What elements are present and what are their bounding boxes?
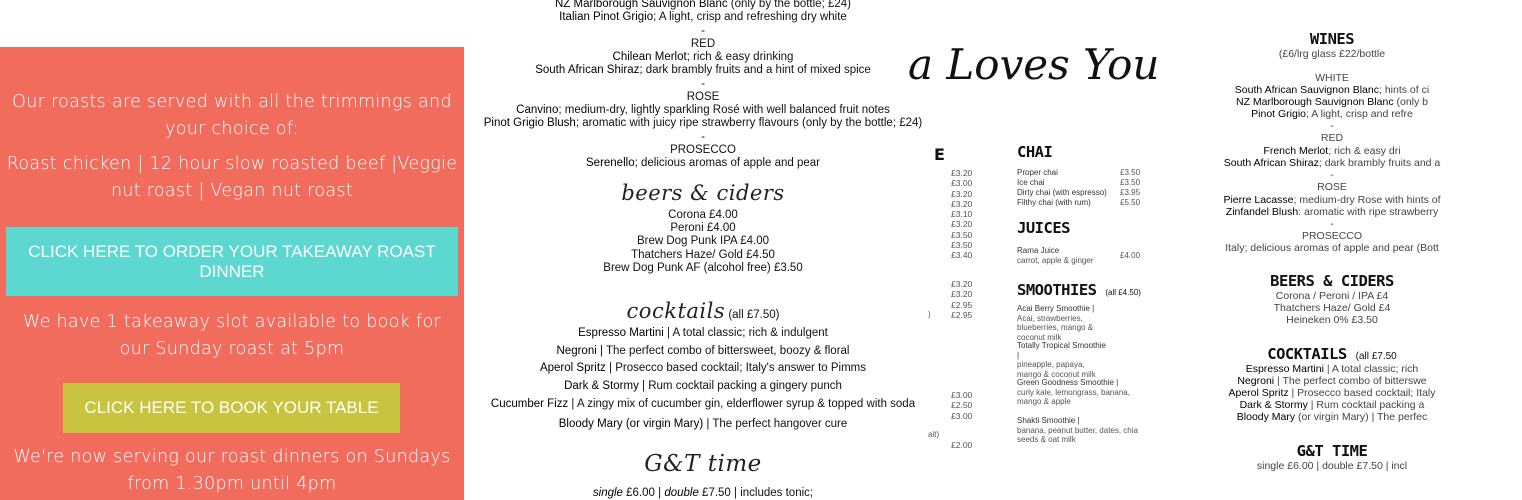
menu-line bbox=[478, 116, 928, 130]
chai-item bbox=[1017, 198, 1157, 208]
menu-separator: - bbox=[701, 25, 705, 37]
price: £3.20 bbox=[951, 279, 973, 289]
wine-desc: (only by the bottle; £24) bbox=[727, 0, 851, 10]
cocktail-name: Negroni bbox=[1237, 375, 1275, 387]
cocktail-item bbox=[1142, 399, 1522, 411]
cocktail-name: Cucumber Fizz bbox=[490, 398, 569, 410]
wine-name: South African Shiraz bbox=[535, 64, 640, 76]
cocktail-item bbox=[478, 360, 928, 376]
rose-heading: ROSE bbox=[1317, 181, 1347, 193]
chai-item bbox=[1017, 188, 1157, 198]
gt-price-line bbox=[478, 486, 928, 500]
menu-separator: - bbox=[1330, 169, 1334, 181]
cocktail-desc: | A zingy mix of cucumber gin, elderflower syrup & topped with soda bbox=[568, 398, 916, 410]
beer-item: Brew Dog Punk AF (alcohol free) £3.50 bbox=[603, 262, 803, 274]
beer-item: Brew Dog Punk IPA £4.00 bbox=[636, 235, 770, 247]
price: £3.40 bbox=[951, 250, 973, 261]
cocktails-title: cocktails bbox=[626, 299, 726, 323]
item-name: Ice chai bbox=[1017, 178, 1045, 187]
wine-line bbox=[1142, 145, 1522, 157]
cocktail-item bbox=[478, 325, 928, 341]
item-desc: curly kale, lemongrass, banana, mango & apple bbox=[1017, 387, 1130, 407]
wine-name: Pierre Lacasse bbox=[1223, 194, 1294, 206]
cut-off-heading: E bbox=[934, 145, 945, 164]
menu-separator: - bbox=[1330, 218, 1334, 230]
white-heading: WHITE bbox=[1315, 72, 1349, 84]
price: £3.00 bbox=[951, 410, 973, 421]
menu-separator: - bbox=[701, 78, 705, 90]
cocktail-name: Dark & Stormy bbox=[1239, 399, 1308, 411]
menu-line bbox=[478, 50, 928, 64]
item-name: Dirty chai (with espresso) bbox=[1017, 188, 1107, 197]
rose-heading: ROSE bbox=[686, 91, 720, 103]
menu-line bbox=[478, 103, 928, 117]
item-name: Acai Berry Smoothie | bbox=[1017, 304, 1095, 313]
gt-double-label: double bbox=[664, 487, 699, 499]
wine-desc: : aromatic with ripe strawberry bbox=[1298, 206, 1439, 218]
wine-desc: ; A light, crisp and refre bbox=[1306, 108, 1413, 120]
price: £3.50 bbox=[951, 240, 973, 251]
wine-line bbox=[1142, 108, 1522, 120]
price: £3.20 bbox=[951, 188, 973, 199]
price: £3.20 bbox=[951, 198, 973, 209]
juice-item bbox=[1017, 246, 1157, 265]
cocktail-desc: | Prosecco based cocktail; Italy's answer to Pimms bbox=[605, 362, 867, 374]
cocktail-name: Espresso Martini bbox=[578, 327, 664, 339]
menu-line bbox=[478, 156, 928, 170]
beer-item: Peroni £4.00 bbox=[670, 222, 736, 234]
prosecco-heading: PROSECCO bbox=[670, 144, 736, 156]
cocktails-heading bbox=[478, 298, 928, 328]
menu-line bbox=[478, 10, 928, 24]
beers-ciders-title: beers & ciders bbox=[621, 181, 785, 205]
gt-single-price: £6.00 | bbox=[622, 487, 665, 499]
cocktail-item bbox=[478, 343, 928, 359]
wine-desc: ; delicious aromas of apple and pear bbox=[634, 157, 820, 169]
wines-title: WINES bbox=[1309, 30, 1355, 48]
wine-name: South African Shiraz bbox=[1223, 157, 1319, 169]
chai-item bbox=[1017, 178, 1157, 188]
price: £2.95 bbox=[951, 299, 973, 310]
red-heading: RED bbox=[690, 38, 716, 50]
roast-options-text: Roast chicken | 12 hour slow roasted beef |Veggie nut roast | Vegan nut roast bbox=[6, 154, 458, 201]
price: £3.00 bbox=[951, 178, 973, 189]
cocktail-name: Espresso Martini bbox=[1245, 363, 1324, 375]
wine-line bbox=[1142, 96, 1522, 108]
wine-line bbox=[1142, 206, 1522, 218]
cocktail-item bbox=[478, 396, 928, 412]
wine-line bbox=[1142, 84, 1522, 96]
item-desc: Acai, strawberries, blueberries, mango & coconut milk bbox=[1017, 313, 1094, 342]
cocktail-desc: | The perfect combo of bittersweet, boozy & floral bbox=[596, 345, 850, 357]
cocktail-desc: | A total classic; rich & indulgent bbox=[663, 327, 828, 339]
menu-separator: - bbox=[1330, 120, 1334, 132]
wine-name: Canvino bbox=[516, 104, 559, 116]
item-price: £3.95 bbox=[1120, 188, 1141, 197]
gt-single-label: single bbox=[592, 487, 623, 499]
item-price: £3.50 bbox=[1120, 178, 1141, 187]
cocktails-title: COCKTAILS bbox=[1267, 345, 1347, 363]
cocktail-name: Negroni bbox=[556, 345, 597, 357]
edge-mark: ait) bbox=[928, 430, 940, 439]
juices-title: JUICES bbox=[1017, 219, 1070, 237]
cocktail-desc: | A total classic; rich bbox=[1323, 363, 1419, 375]
smoothies-price: (all £4.50) bbox=[1105, 288, 1141, 297]
order-takeaway-roast-button[interactable]: CLICK HERE TO ORDER YOUR TAKEAWAY ROAST DINNER bbox=[6, 227, 458, 296]
gt-double-price: £7.50 | includes tonic; bbox=[698, 487, 814, 499]
smoothie-item bbox=[1017, 416, 1141, 445]
red-heading: RED bbox=[1320, 132, 1344, 144]
price: £3.20 bbox=[951, 289, 973, 300]
book-table-button[interactable]: CLICK HERE TO BOOK YOUR TABLE bbox=[63, 383, 400, 433]
item-name: Rama Juice bbox=[1017, 246, 1060, 255]
item-price: £5.50 bbox=[1120, 198, 1141, 207]
cocktail-desc: | The perfect combo of bitterswe bbox=[1274, 375, 1427, 387]
cocktails-price: (all £7.50 bbox=[1355, 351, 1397, 362]
item-name: Green Goodness Smoothie | bbox=[1017, 378, 1119, 387]
menu-line bbox=[478, 63, 928, 77]
item-name: Proper chai bbox=[1017, 168, 1058, 177]
roasts-intro-text: Our roasts are served with all the trimmings and your choice of: bbox=[12, 92, 452, 139]
gt-time-title: G&T time bbox=[644, 451, 762, 477]
cocktail-desc: | Rum cocktail packing a bbox=[1307, 399, 1425, 411]
cocktail-name: Dark & Stormy bbox=[564, 380, 639, 392]
drinks-menu-image bbox=[478, 0, 928, 500]
smoothie-item bbox=[1017, 304, 1121, 342]
beer-item: Heineken 0% £3.50 bbox=[1286, 314, 1378, 326]
wine-desc: ; aromatic with juicy ripe strawberry flavours (only by the bottle; £24) bbox=[575, 117, 923, 129]
item-name: Shakti Smoothie | bbox=[1017, 416, 1080, 425]
price: £3.50 bbox=[951, 229, 973, 240]
price: £3.20 bbox=[951, 168, 973, 178]
wine-desc: ; rich & easy dri bbox=[1328, 145, 1401, 157]
cocktail-desc: | Prosecco based cocktail; Italy bbox=[1288, 387, 1436, 399]
price: £3.00 bbox=[951, 390, 973, 400]
wine-name: Zinfandel Blush bbox=[1225, 206, 1299, 218]
smoothie-item bbox=[1017, 341, 1107, 379]
takeaway-slot-text: We have 1 takeaway slot available to book for our Sunday roast at 5pm bbox=[23, 312, 441, 359]
smoothies-title: SMOOTHIES bbox=[1017, 281, 1097, 299]
wine-name: Chilean Merlot bbox=[612, 51, 687, 63]
wine-desc: ; hints of ci bbox=[1378, 84, 1430, 96]
cocktail-name: Aperol Spritz bbox=[1228, 387, 1289, 399]
wines-menu-image bbox=[1162, 0, 1441, 500]
chai-title: CHAI bbox=[1017, 143, 1053, 161]
item-desc: pineapple, papaya, mango & coconut milk bbox=[1017, 360, 1096, 379]
prosecco-heading: PROSECCO bbox=[1301, 230, 1363, 242]
edge-mark: ) bbox=[928, 310, 931, 319]
prosecco-line: Italy; delicious aromas of apple and pear (Bott bbox=[1225, 242, 1439, 254]
item-price: £3.50 bbox=[1120, 168, 1141, 177]
beer-item: Corona / Peroni / IPA £4 bbox=[1275, 290, 1389, 302]
gt-price-line: single £6.00 | double £7.50 | incl bbox=[1256, 460, 1408, 472]
chai-item bbox=[1017, 168, 1157, 178]
cocktails-price: (all £7.50) bbox=[728, 309, 780, 321]
wine-name: NZ Marlborough Sauvignon Blanc bbox=[555, 0, 728, 10]
cocktail-item bbox=[1142, 411, 1522, 423]
wine-name: Italian Pinot Grigio bbox=[559, 11, 654, 23]
wine-line bbox=[1142, 194, 1522, 206]
wine-line bbox=[1142, 157, 1522, 169]
smoothies-heading bbox=[1017, 281, 1141, 299]
beers-ciders-title: BEERS & CIDERS bbox=[1270, 272, 1394, 290]
wine-name: NZ Marlborough Sauvignon Blanc bbox=[1235, 96, 1394, 108]
price-column-mid bbox=[951, 279, 981, 320]
price: £2.95 bbox=[951, 309, 973, 320]
beer-item: Thatchers Haze/ Gold £4 bbox=[1273, 302, 1391, 314]
price: £3.20 bbox=[951, 219, 973, 230]
price-column-top bbox=[951, 168, 981, 261]
wine-desc: ; A light, crisp and refreshing dry white bbox=[653, 11, 847, 23]
item-name: Totally Tropical Smoothie | bbox=[1017, 341, 1106, 360]
cocktail-desc: | Rum cocktail packing a gingery punch bbox=[638, 380, 842, 392]
item-price: £4.00 bbox=[1120, 251, 1141, 260]
item-desc: carrot, apple & ginger bbox=[1017, 255, 1094, 265]
item-desc: banana, peanut butter, dates, chia seeds & oat milk bbox=[1017, 425, 1138, 445]
cocktail-desc: | The perfect hangover cure bbox=[703, 418, 848, 430]
wine-desc: ; medium-dry, lightly sparkling Rosé with well balanced fruit notes bbox=[558, 104, 890, 116]
beer-item: Thatchers Haze/ Gold £4.50 bbox=[631, 249, 775, 261]
beer-item: Corona £4.00 bbox=[668, 209, 738, 221]
price: £2.50 bbox=[951, 400, 973, 411]
cocktail-item bbox=[1142, 387, 1522, 399]
cocktail-name: Bloody Mary (or virgin Mary) bbox=[558, 418, 704, 430]
wine-name: South African Sauvignon Blanc bbox=[1234, 84, 1379, 96]
gt-time-title: G&T TIME bbox=[1296, 442, 1368, 460]
item-name: Filthy chai (with rum) bbox=[1017, 198, 1091, 207]
wines-subtitle: (£6/lrg glass £22/bottle bbox=[1278, 48, 1386, 60]
smoothie-item bbox=[1017, 378, 1141, 407]
wine-desc: ; dark brambly fruits and a bbox=[1318, 157, 1441, 169]
serving-times-text: We're now serving our roast dinners on Sundays from 1.30pm until 4pm bbox=[13, 447, 451, 494]
menu-separator: - bbox=[701, 131, 705, 143]
cocktail-name: Aperol Spritz bbox=[539, 362, 606, 374]
wine-desc: (only b bbox=[1393, 96, 1429, 108]
wine-desc: ; dark brambly fruits and a hint of mixed spice bbox=[639, 64, 871, 76]
cocktail-desc: (or virgin Mary) | The perfec bbox=[1295, 411, 1428, 423]
wine-name: French Merlot bbox=[1263, 145, 1329, 157]
cocktail-name: Bloody Mary bbox=[1236, 411, 1296, 423]
wine-desc: ; medium-dry Rose with hints of bbox=[1293, 194, 1441, 206]
wine-name: Serenello bbox=[586, 157, 635, 169]
price: £3.10 bbox=[951, 209, 973, 220]
wine-name: Pinot Grigio bbox=[1251, 108, 1307, 120]
cocktail-item bbox=[478, 378, 928, 394]
chai-smoothie-menu-image bbox=[908, 0, 1162, 500]
price-column-low bbox=[951, 390, 981, 421]
cocktail-item bbox=[1142, 363, 1522, 375]
loves-you-title: a Loves You bbox=[908, 40, 1160, 89]
roast-promo-panel bbox=[0, 47, 464, 500]
price-last: £2.00 bbox=[951, 440, 973, 450]
cocktail-item bbox=[1142, 375, 1522, 387]
wine-desc: ; rich & easy drinking bbox=[686, 51, 794, 63]
wine-name: Pinot Grigio Blush bbox=[483, 117, 576, 129]
cocktail-item bbox=[478, 416, 928, 432]
